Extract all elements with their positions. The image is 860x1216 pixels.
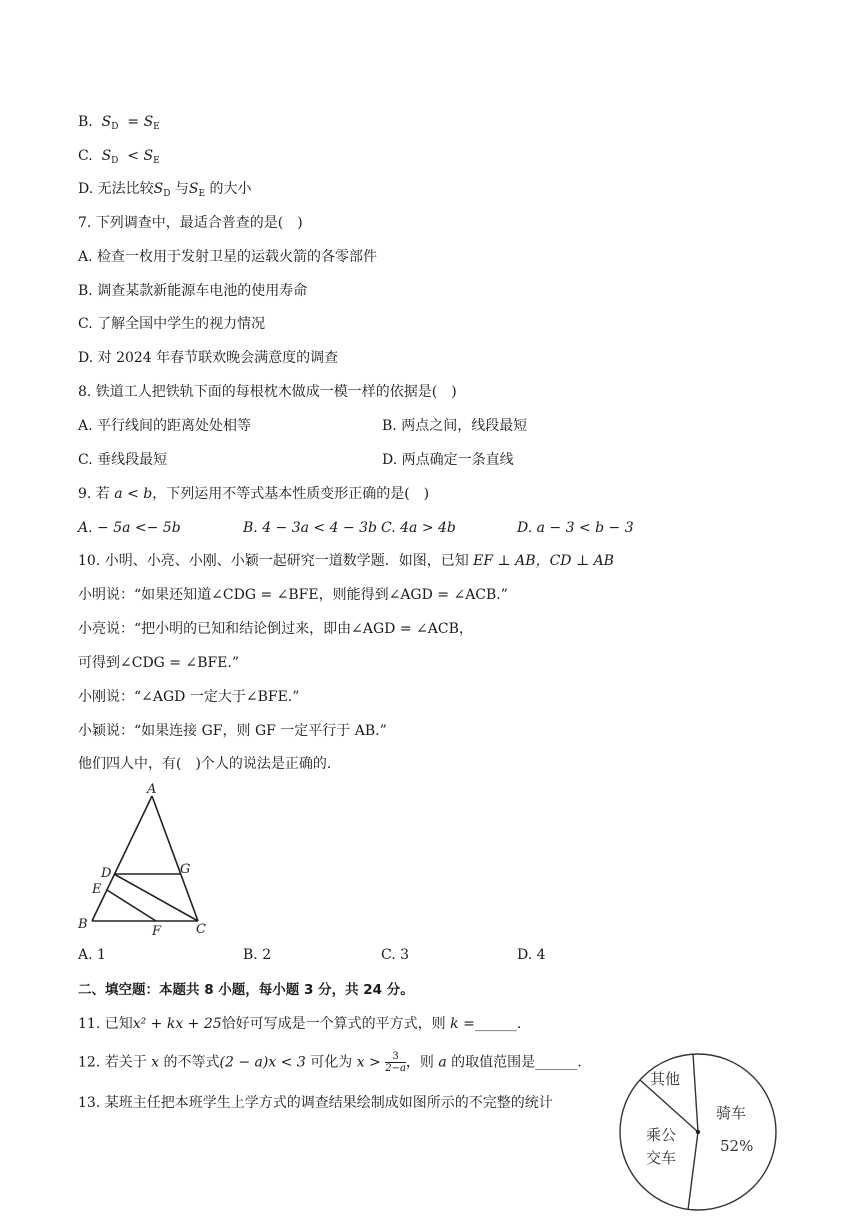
pie-label-bike: 骑车	[716, 1104, 747, 1122]
q7-option-b: B. 调查某款新能源车电池的使用寿命	[78, 283, 308, 299]
q10-xiaoming: 小明说：“如果还知道∠CDG = ∠BFE，则能得到∠AGD = ∠ACB.”	[78, 587, 508, 603]
q10-option-b: B. 2	[243, 947, 272, 963]
pie-chart	[614, 1052, 796, 1216]
label-a: A	[147, 782, 157, 797]
triangle-figure	[72, 778, 222, 938]
q8-option-d: D. 两点确定一条直线	[382, 452, 514, 468]
q12: 12. 若关于 x 的不等式(2 − a)x < 3 可化为 x > $\frac{3}{2-a}$ ，则 a 的取值范围是______.	[78, 1051, 582, 1074]
q10-option-c: C. 3	[381, 947, 410, 963]
q13-stem: 13. 某班主任把本班学生上学方式的调查结果绘制成如图所示的不完整的统计	[78, 1095, 553, 1111]
label-c: C	[196, 922, 206, 937]
q10-option-d: D. 4	[517, 947, 546, 963]
q8-option-a: A. 平行线间的距离处处相等	[78, 418, 252, 434]
q9-stem: 9. 若 a < b，下列运用不等式基本性质变形正确的是( )	[78, 486, 430, 502]
q10-xiaoliang-2: 可得到∠CDG = ∠BFE.”	[78, 655, 240, 671]
q10-stem: 10. 小明、小亮、小刚、小颖一起研究一道数学题．如图，已知 EF ⊥ AB，CD ⊥ AB	[78, 553, 614, 569]
q10-question: 他们四人中，有( )个人的说法是正确的．	[78, 756, 341, 772]
q8-option-c: C. 垂线段最短	[78, 452, 168, 468]
q8-option-b: B. 两点之间，线段最短	[382, 418, 528, 434]
q6-option-d: D. 无法比较$S_D$ 与$S_E$ 的大小	[78, 181, 252, 199]
q7-stem: 7. 下列调查中，最适合普查的是( )	[78, 215, 303, 231]
q8-stem: 8. 铁道工人把铁轨下面的每根枕木做成一模一样的依据是( )	[78, 384, 457, 400]
q9-option-a: A. − 5a <− 5b	[78, 520, 181, 536]
q6-option-c: C. $S_D < S_E$	[78, 148, 160, 166]
label-b: B	[78, 917, 88, 932]
label-d: D	[101, 866, 112, 881]
pie-label-bus-1: 乘公	[646, 1126, 677, 1144]
q10-xiaoliang-1: 小亮说：“把小明的已知和结论倒过来，即由∠AGD = ∠ACB，	[78, 621, 473, 637]
q7-option-d: D. 对 2024 年春节联欢晚会满意度的调查	[78, 350, 339, 366]
q7-option-a: A. 检查一枚用于发射卫星的运载火箭的各零部件	[78, 249, 378, 265]
q10-option-a: A. 1	[78, 947, 106, 963]
q9-option-d: D. a − 3 < b − 3	[517, 520, 634, 536]
label-f: F	[152, 924, 162, 938]
q10-xiaogang: 小刚说：“∠AGD 一定大于∠BFE.”	[78, 689, 300, 705]
label-e: E	[92, 882, 102, 897]
pie-label-bus-2: 交车	[646, 1149, 677, 1167]
q7-option-c: C. 了解全国中学生的视力情况	[78, 316, 266, 332]
pie-label-other: 其他	[650, 1070, 681, 1088]
q10-xiaoying: 小颖说：“如果连接 GF，则 GF 一定平行于 AB.”	[78, 723, 387, 739]
q6-option-b: B. $S_D = S_E$	[78, 114, 160, 132]
fraction: $\frac{3}{2-a}$	[385, 1051, 406, 1074]
pie-label-bike-pct: 52%	[720, 1137, 754, 1155]
q9-option-b: B. 4 − 3a < 4 − 3b	[243, 520, 378, 536]
q11: 11. 已知x² + kx + 25恰好可写成是一个算式的平方式，则 k =______.	[78, 1016, 522, 1032]
q9-option-c: C. 4a > 4b	[381, 520, 456, 536]
section-heading: 二、填空题：本题共 8 小题，每小题 3 分，共 24 分。	[78, 982, 414, 998]
label-g: G	[180, 862, 191, 877]
